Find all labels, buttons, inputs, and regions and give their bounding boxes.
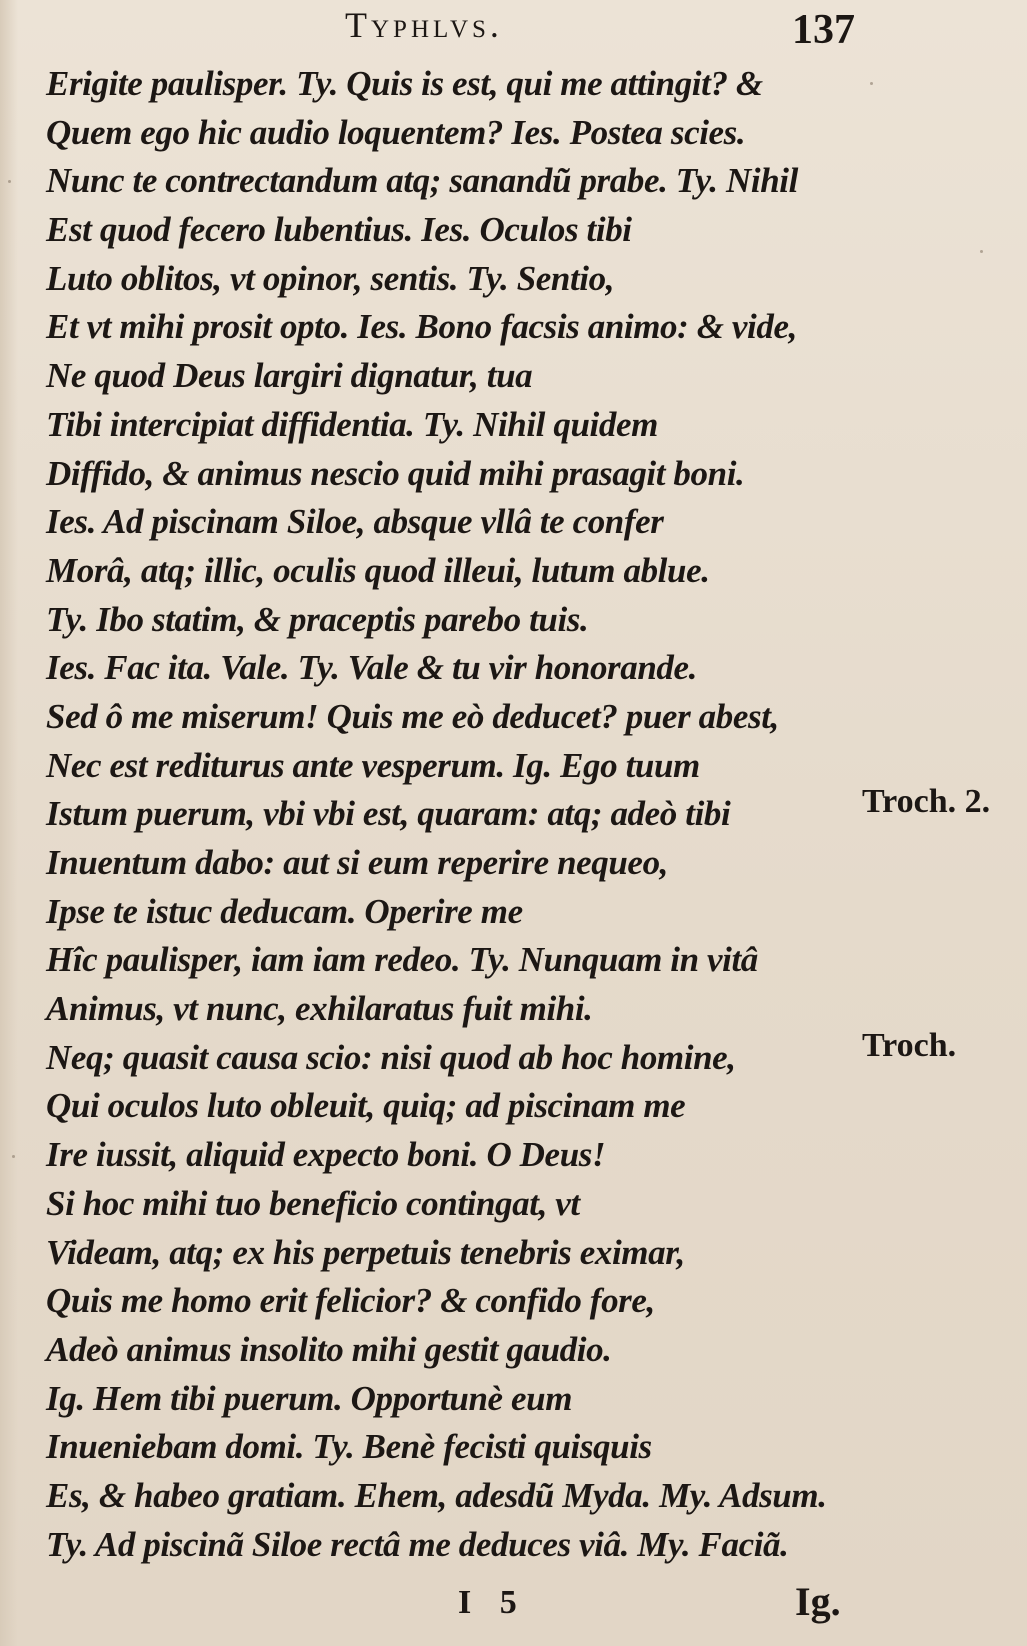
verse-line: Adeò animus insolito mihi gestit gaudio. — [46, 1329, 612, 1369]
margin-note: Troch. — [862, 1027, 957, 1064]
verse-line: Sed ô me miserum! Quis me eò deducet? puer abest, — [46, 696, 779, 736]
verse-line: Ty. Ad piscinã Siloe rectâ me deduces viâ. My. Faciã. — [46, 1524, 789, 1564]
verse-line: Et vt mihi prosit opto. Ies. Bono facsis animo: & vide, — [46, 307, 797, 347]
verse-line: Est quod fecero lubentius. Ies. Oculos tibi — [46, 210, 632, 250]
paper-speck — [8, 180, 11, 183]
verse-line: Ty. Ibo statim, & praceptis parebo tuis. — [46, 599, 589, 639]
signature-mark: I 5 — [458, 1584, 527, 1621]
verse-line: Ig. Hem tibi puerum. Opportunè eum — [46, 1378, 573, 1418]
verse-line: Inuentum dabo: aut si eum reperire nequeo, — [46, 843, 669, 882]
paper-speck — [870, 82, 873, 85]
paper-speck — [12, 1155, 15, 1158]
verse-line: Ire iussit, aliquid expecto boni. O Deus! — [46, 1135, 606, 1175]
page-number: 137 — [792, 7, 855, 53]
verse-line: Ies. Ad piscinam Siloe, absque vllâ te confer — [46, 502, 664, 542]
verse-line: Videam, atq; ex his perpetuis tenebris eximar, — [46, 1232, 685, 1272]
verse-line: Ne quod Deus largiri dignatur, tua — [46, 356, 533, 396]
verse-line: Ies. Fac ita. Vale. Ty. Vale & tu vir honorande. — [46, 648, 698, 688]
verse-text — [46, 60, 876, 1569]
margin-note: Troch. 2. — [862, 783, 991, 820]
verse-line: Istum puerum, vbi vbi est, quaram: atq; adeò tibi — [46, 794, 731, 834]
verse-line: Tibi intercipiat diffidentia. Ty. Nihil quidem — [46, 404, 658, 444]
verse-line: Erigite paulisper. Ty. Quis is est, qui me attingit? & — [46, 64, 763, 103]
verse-line: Nec est rediturus ante vesperum. Ig. Ego tuum — [46, 745, 700, 785]
verse-line: Animus, vt nunc, exhilaratus fuit mihi. — [46, 989, 593, 1029]
verse-line: Morâ, atq; illic, oculis quod illeui, lutum ablue. — [46, 550, 710, 590]
verse-line: Quis me homo erit felicior? & confido fore, — [46, 1281, 655, 1321]
catchword: Ig. — [795, 1579, 841, 1624]
verse-line: Nunc te contrectandum atq; sanandũ prabe. Ty. Nihil — [46, 161, 798, 201]
verse-line: Ipse te istuc deducam. Operire me — [46, 891, 523, 931]
running-head: Typhlvs. — [345, 5, 503, 45]
verse-line: Luto oblitos, vt opinor, sentis. Ty. Sentio, — [46, 258, 615, 298]
verse-line: Neq; quasit causa scio: nisi quod ab hoc homine, — [46, 1037, 736, 1077]
verse-line: Es, & habeo gratiam. Ehem, adesdũ Myda. My. Adsum. — [46, 1475, 827, 1515]
verse-line: Quem ego hic audio loquentem? Ies. Postea scies. — [46, 112, 746, 152]
paper-speck — [980, 250, 983, 253]
verse-line: Qui oculos luto obleuit, quiq; ad piscinam me — [46, 1086, 686, 1126]
verse-line: Si hoc mihi tuo beneficio contingat, vt — [46, 1183, 580, 1223]
verse-line: Inueniebam domi. Ty. Benè fecisti quisquis — [46, 1427, 652, 1467]
verse-line: Hîc paulisper, iam iam redeo. Ty. Nunquam in vitâ — [46, 940, 758, 980]
verse-line: Diffido, & animus nescio quid mihi prasagit boni. — [46, 453, 745, 493]
